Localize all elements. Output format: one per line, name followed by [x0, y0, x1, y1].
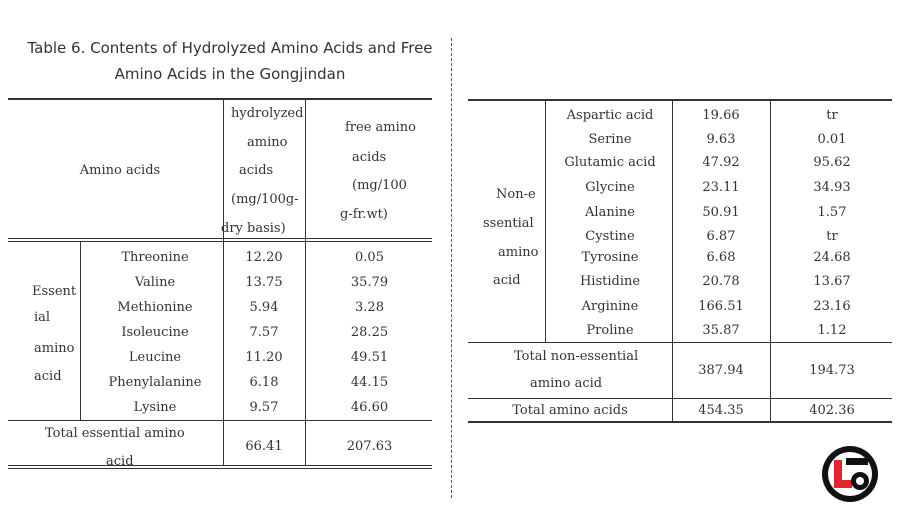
row-free: 0.05	[355, 250, 384, 265]
channel-logo-icon	[820, 444, 880, 504]
right-col-divider-2	[770, 101, 771, 422]
row-hydro: 9.63	[706, 132, 736, 147]
nonessential-label-4: acid	[493, 273, 521, 288]
row-hydro: 11.20	[245, 350, 283, 365]
row-free: 1.57	[817, 205, 847, 220]
group-label-4: acid	[34, 369, 62, 384]
header-free-1: free amino	[345, 120, 416, 135]
header-free-2: acids	[352, 150, 387, 165]
table-title-line2: Amino Acids in the Gongjindan	[114, 65, 346, 83]
header-hydro-1: hydrolyzed	[231, 106, 304, 121]
nonessential-label-2: ssential	[483, 216, 534, 231]
row-name: Phenylalanine	[108, 375, 202, 390]
row-name: Alanine	[585, 205, 635, 220]
total-essential-label-1: Total essential amino	[45, 426, 185, 441]
row-hydro: 166.51	[698, 299, 744, 314]
row-free: 34.93	[813, 180, 851, 195]
col-divider-2	[305, 100, 306, 465]
group-divider	[80, 242, 81, 420]
total-nonessential-label-2: amino acid	[530, 376, 603, 391]
row-free: 49.51	[350, 350, 389, 365]
total-amino-label: Total amino acids	[512, 403, 628, 418]
row-hydro: 12.20	[245, 250, 283, 265]
right-bottom-rule	[468, 421, 892, 423]
total-nonessential-label-1: Total non-essential	[514, 349, 639, 364]
total-amino-hydro: 454.35	[698, 403, 744, 418]
top-rule	[8, 98, 432, 100]
right-total-rule	[468, 398, 892, 399]
header-amino-acids: Amino acids	[79, 163, 161, 178]
bottom-rule-2	[8, 468, 432, 469]
row-name: Methionine	[117, 300, 193, 315]
row-free: 13.67	[813, 274, 851, 289]
page-divider	[451, 38, 452, 498]
row-free: 44.15	[350, 375, 389, 390]
row-hydro: 23.11	[702, 180, 740, 195]
row-name: Serine	[588, 132, 632, 147]
bottom-rule-1	[8, 465, 432, 466]
right-col-divider-1	[672, 101, 673, 422]
header-hydro-2: amino	[247, 135, 288, 150]
header-free-3: (mg/100	[352, 178, 407, 193]
row-name: Glutamic acid	[564, 155, 656, 170]
right-top-rule	[468, 99, 892, 101]
row-free: tr	[826, 108, 838, 123]
row-free: tr	[826, 229, 838, 244]
row-hydro: 9.57	[249, 400, 279, 415]
row-hydro: 6.18	[249, 375, 279, 390]
header-rule-2	[8, 241, 432, 242]
row-name: Tyrosine	[581, 250, 639, 265]
group-label-3: amino	[34, 341, 75, 356]
row-name: Histidine	[579, 274, 641, 289]
nonessential-label-1: Non-e	[496, 187, 536, 202]
row-free: 24.68	[813, 250, 851, 265]
group-label-1: Essent	[32, 284, 77, 299]
row-free: 1.12	[817, 323, 847, 338]
row-free: 46.60	[350, 400, 389, 415]
row-free: 3.28	[355, 300, 384, 315]
row-name: Arginine	[581, 299, 639, 314]
row-name: Threonine	[121, 250, 189, 265]
total-nonessential-hydro: 387.94	[698, 363, 744, 378]
row-name: Isoleucine	[121, 325, 189, 340]
row-hydro: 6.87	[706, 229, 736, 244]
col-divider-1	[223, 100, 224, 465]
row-hydro: 35.87	[702, 323, 740, 338]
header-hydro-4: (mg/100g-	[231, 192, 299, 207]
total-essential-free: 207.63	[346, 439, 393, 454]
right-subtotal-rule	[468, 342, 892, 343]
total-rule	[8, 420, 432, 421]
row-free: 28.25	[350, 325, 389, 340]
row-hydro: 13.75	[245, 275, 283, 290]
row-hydro: 20.78	[702, 274, 740, 289]
row-hydro: 7.57	[249, 325, 279, 340]
row-free: 95.62	[813, 155, 851, 170]
row-name: Proline	[586, 323, 634, 338]
row-name: Lysine	[133, 400, 177, 415]
total-amino-free: 402.36	[809, 403, 855, 418]
row-name: Aspartic acid	[566, 108, 654, 123]
group-label-2: ial	[34, 310, 51, 325]
row-name: Valine	[134, 275, 176, 290]
row-name: Leucine	[128, 350, 182, 365]
row-hydro: 50.91	[702, 205, 740, 220]
header-rule-1	[8, 238, 432, 239]
total-nonessential-free: 194.73	[809, 363, 855, 378]
row-name: Cystine	[585, 229, 635, 244]
row-name: Glycine	[585, 180, 635, 195]
row-hydro: 5.94	[249, 300, 279, 315]
row-hydro: 6.68	[706, 250, 736, 265]
total-essential-hydro: 66.41	[245, 439, 283, 454]
header-hydro-3: acids	[239, 163, 274, 178]
row-hydro: 19.66	[702, 108, 740, 123]
table-title-line1: Table 6. Contents of Hydrolyzed Amino Acids and Free	[27, 39, 433, 57]
total-essential-label-2: acid	[106, 454, 134, 469]
row-hydro: 47.92	[702, 155, 740, 170]
header-hydro-5: dry basis)	[221, 221, 286, 236]
row-free: 0.01	[817, 132, 847, 147]
right-group-divider	[545, 101, 546, 342]
row-free: 35.79	[350, 275, 389, 290]
row-free: 23.16	[813, 299, 851, 314]
nonessential-label-3: amino	[498, 245, 539, 260]
header-free-4: g-fr.wt)	[340, 207, 388, 222]
